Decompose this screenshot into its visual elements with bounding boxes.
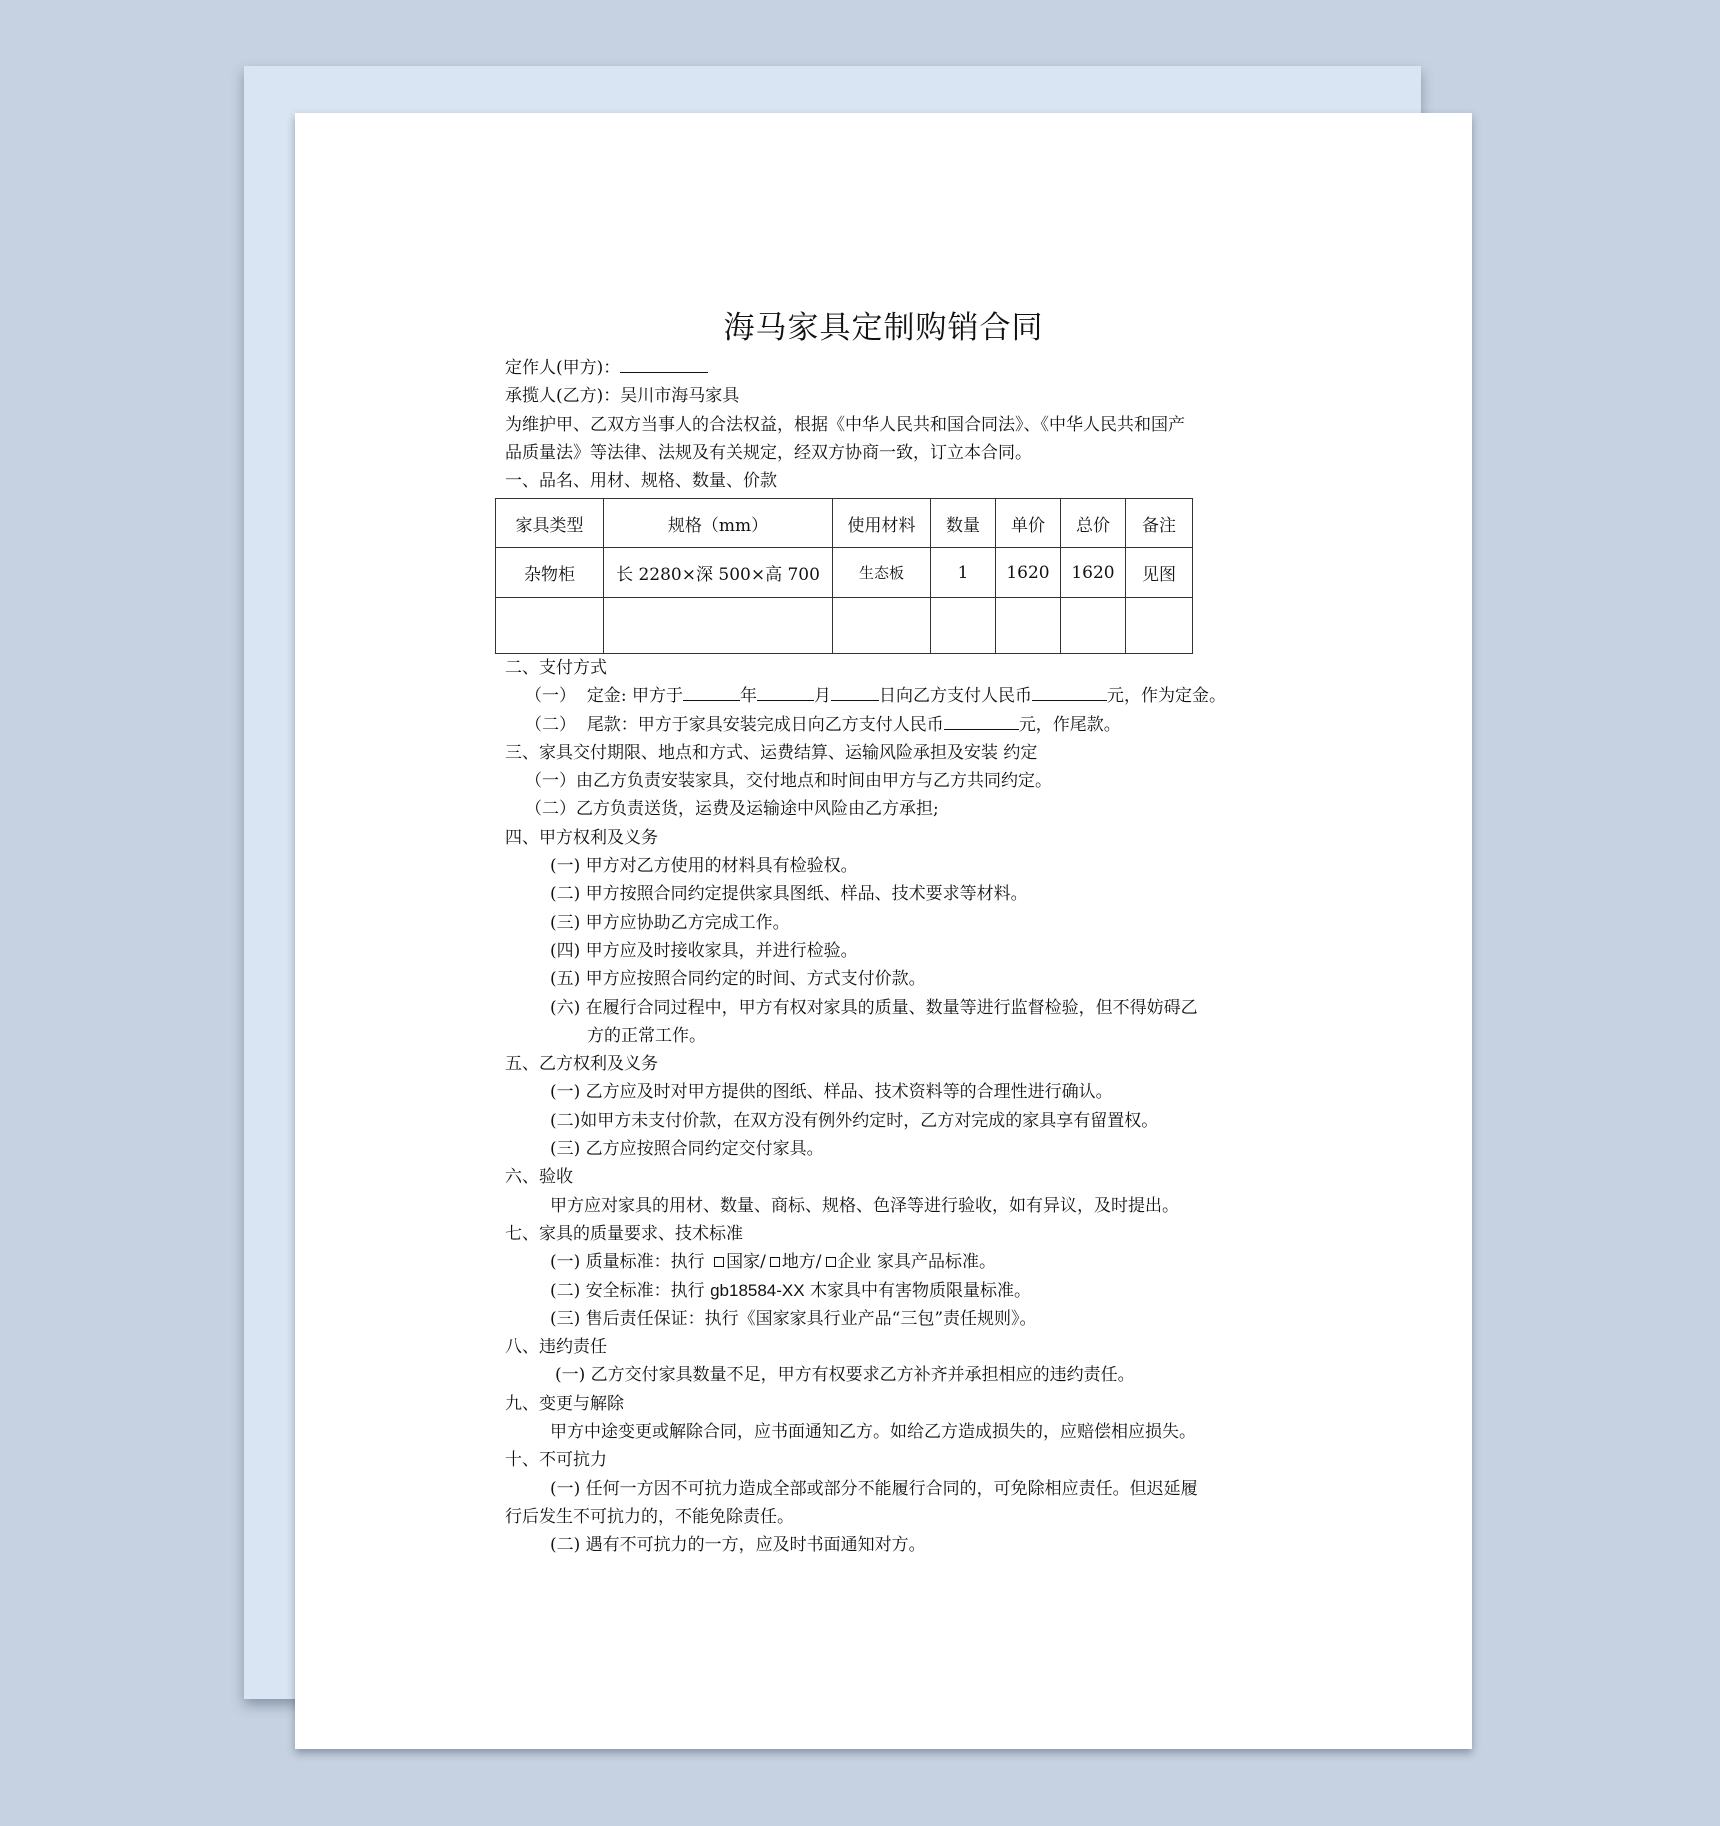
section-3-item: （二）乙方负责送货，运费及运输途中风险由乙方承担; [525, 799, 939, 820]
payment-balance-line: （二） 尾款：甲方于家具安装完成日向乙方支付人民币 元，作尾款。 [505, 711, 1285, 739]
section-8-heading: 八、违约责任 [505, 1337, 607, 1358]
table-cell: 1 [931, 548, 996, 598]
checkbox-national-icon[interactable] [714, 1257, 724, 1267]
section-7-item-aftersales: (三) 售后责任保证：执行《国家家具行业产品“三包”责任规则》。 [550, 1308, 1037, 1329]
document-title: 海马家具定制购销合同 [723, 310, 1044, 346]
section-8-item: (一) 乙方交付家具数量不足，甲方有权要求乙方补齐并承担相应的违约责任。 [555, 1365, 1135, 1386]
section-10-item-1-continued: 行后发生不可抗力的，不能免除责任。 [505, 1506, 794, 1527]
section-7-heading: 七、家具的质量要求、技术标准 [505, 1223, 743, 1244]
section-5-item: (一) 乙方应及时对甲方提供的图纸、样品、技术资料等的合理性进行确认。 [550, 1082, 1113, 1103]
party-b-label: 承揽人(乙方)： [505, 386, 621, 407]
section-10-heading: 十、不可抗力 [505, 1450, 607, 1471]
table-cell: 长 2280×深 500×高 700 [604, 548, 833, 598]
header-cell-unit-price: 单价 [996, 499, 1061, 548]
header-cell-quantity: 数量 [931, 499, 996, 548]
section-5-item: (三) 乙方应按照合同约定交付家具。 [550, 1139, 824, 1160]
section-4-item: (五) 甲方应按照合同约定的时间、方式支付价款。 [550, 969, 926, 990]
table-cell: 杂物柜 [496, 548, 604, 598]
table-cell[interactable] [931, 598, 996, 654]
party-a-blank[interactable] [620, 355, 708, 373]
header-cell-material: 使用材料 [833, 499, 931, 548]
table-cell[interactable] [1061, 598, 1126, 654]
table-row [496, 548, 1193, 598]
checkbox-enterprise-icon[interactable] [826, 1257, 836, 1267]
section-10-item-1: (一) 任何一方因不可抗力造成全部或部分不能履行合同的，可免除相应责任。但迟延履 [550, 1478, 1198, 1499]
document-body-continued [505, 654, 1285, 1560]
section-6-text: 甲方应对家具的用材、数量、商标、规格、色泽等进行验收，如有异议，及时提出。 [550, 1195, 1179, 1216]
section-6-heading: 六、验收 [505, 1167, 573, 1188]
section-4-item: (三) 甲方应协助乙方完成工作。 [550, 912, 790, 933]
section-7-item-quality: (一) 质量标准：执行 国家/ 地方/ 企业 家具产品标准。 [550, 1252, 996, 1273]
preamble-line-2: 品质量法》等法律、法规及有关规定，经双方协商一致，订立本合同。 [505, 442, 1032, 463]
standard-code: gb18584-XX [710, 1280, 805, 1300]
table-cell[interactable] [604, 598, 833, 654]
table-cell[interactable] [833, 598, 931, 654]
deposit-day-blank[interactable] [831, 683, 879, 701]
section-10-item-2: (二) 遇有不可抗力的一方，应及时书面通知对方。 [550, 1535, 926, 1556]
party-b-line [505, 382, 1285, 410]
table-header-row [496, 499, 1193, 548]
table-cell[interactable] [996, 598, 1061, 654]
deposit-year-blank[interactable] [683, 683, 740, 701]
checkbox-local-icon[interactable] [770, 1257, 780, 1267]
header-cell-type: 家具类型 [496, 499, 604, 548]
section-7-item-safety: (二) 安全标准：执行 gb18584-XX 木家具中有害物质限量标准。 [550, 1280, 1032, 1301]
party-a-line [505, 354, 1285, 382]
section-4-item: (一) 甲方对乙方使用的材料具有检验权。 [550, 856, 858, 877]
section-9-text: 甲方中途变更或解除合同，应书面通知乙方。如给乙方造成损失的，应赔偿相应损失。 [550, 1422, 1196, 1443]
table-cell: 1620 [996, 548, 1061, 598]
table-cell: 见图 [1126, 548, 1193, 598]
preamble-line-1: 为维护甲、乙双方当事人的合法权益，根据《中华人民共和国合同法》、《中华人民共和国产 [505, 414, 1185, 435]
party-b-value: 吴川市海马家具 [620, 386, 740, 407]
header-cell-total-price: 总价 [1061, 499, 1126, 548]
balance-amount-blank[interactable] [944, 712, 1019, 730]
table-cell[interactable] [496, 598, 604, 654]
table-row [496, 598, 1193, 654]
table-cell[interactable] [1126, 598, 1193, 654]
header-cell-spec: 规格（mm） [604, 499, 833, 548]
section-9-heading: 九、变更与解除 [505, 1393, 624, 1414]
table-cell: 1620 [1061, 548, 1126, 598]
items-table [495, 498, 1193, 654]
section-4-item: (二) 甲方按照合同约定提供家具图纸、样品、技术要求等材料。 [550, 884, 1028, 905]
deposit-month-blank[interactable] [757, 683, 814, 701]
document-body [505, 300, 1285, 495]
payment-deposit-line: （一） 定金: 甲方于 年 月 日向乙方支付人民币 元，作为定金。 [505, 682, 1285, 710]
party-a-label: 定作人(甲方)： [505, 358, 621, 378]
header-cell-remarks: 备注 [1126, 499, 1193, 548]
section-3-heading: 三、家具交付期限、地点和方式、运费结算、运输风险承担及安装 约定 [505, 742, 1038, 763]
section-4-item: (四) 甲方应及时接收家具，并进行检验。 [550, 940, 858, 961]
table-cell: 生态板 [833, 548, 931, 598]
section-4-heading: 四、甲方权利及义务 [505, 827, 658, 848]
section-5-item: (二)如甲方未支付价款，在双方没有例外约定时，乙方对完成的家具享有留置权。 [550, 1110, 1159, 1131]
section-3-item: （一）由乙方负责安装家具，交付地点和时间由甲方与乙方共同约定。 [525, 771, 1052, 792]
section-2-heading: 二、支付方式 [505, 658, 607, 678]
section-1-heading: 一、品名、用材、规格、数量、价款 [505, 471, 777, 492]
deposit-amount-blank[interactable] [1032, 683, 1107, 701]
section-5-heading: 五、乙方权利及义务 [505, 1054, 658, 1075]
section-4-item: (六) 在履行合同过程中，甲方有权对家具的质量、数量等进行监督检验，但不得妨碍乙 [550, 997, 1198, 1018]
section-4-item-continued: 方的正常工作。 [587, 1025, 706, 1046]
